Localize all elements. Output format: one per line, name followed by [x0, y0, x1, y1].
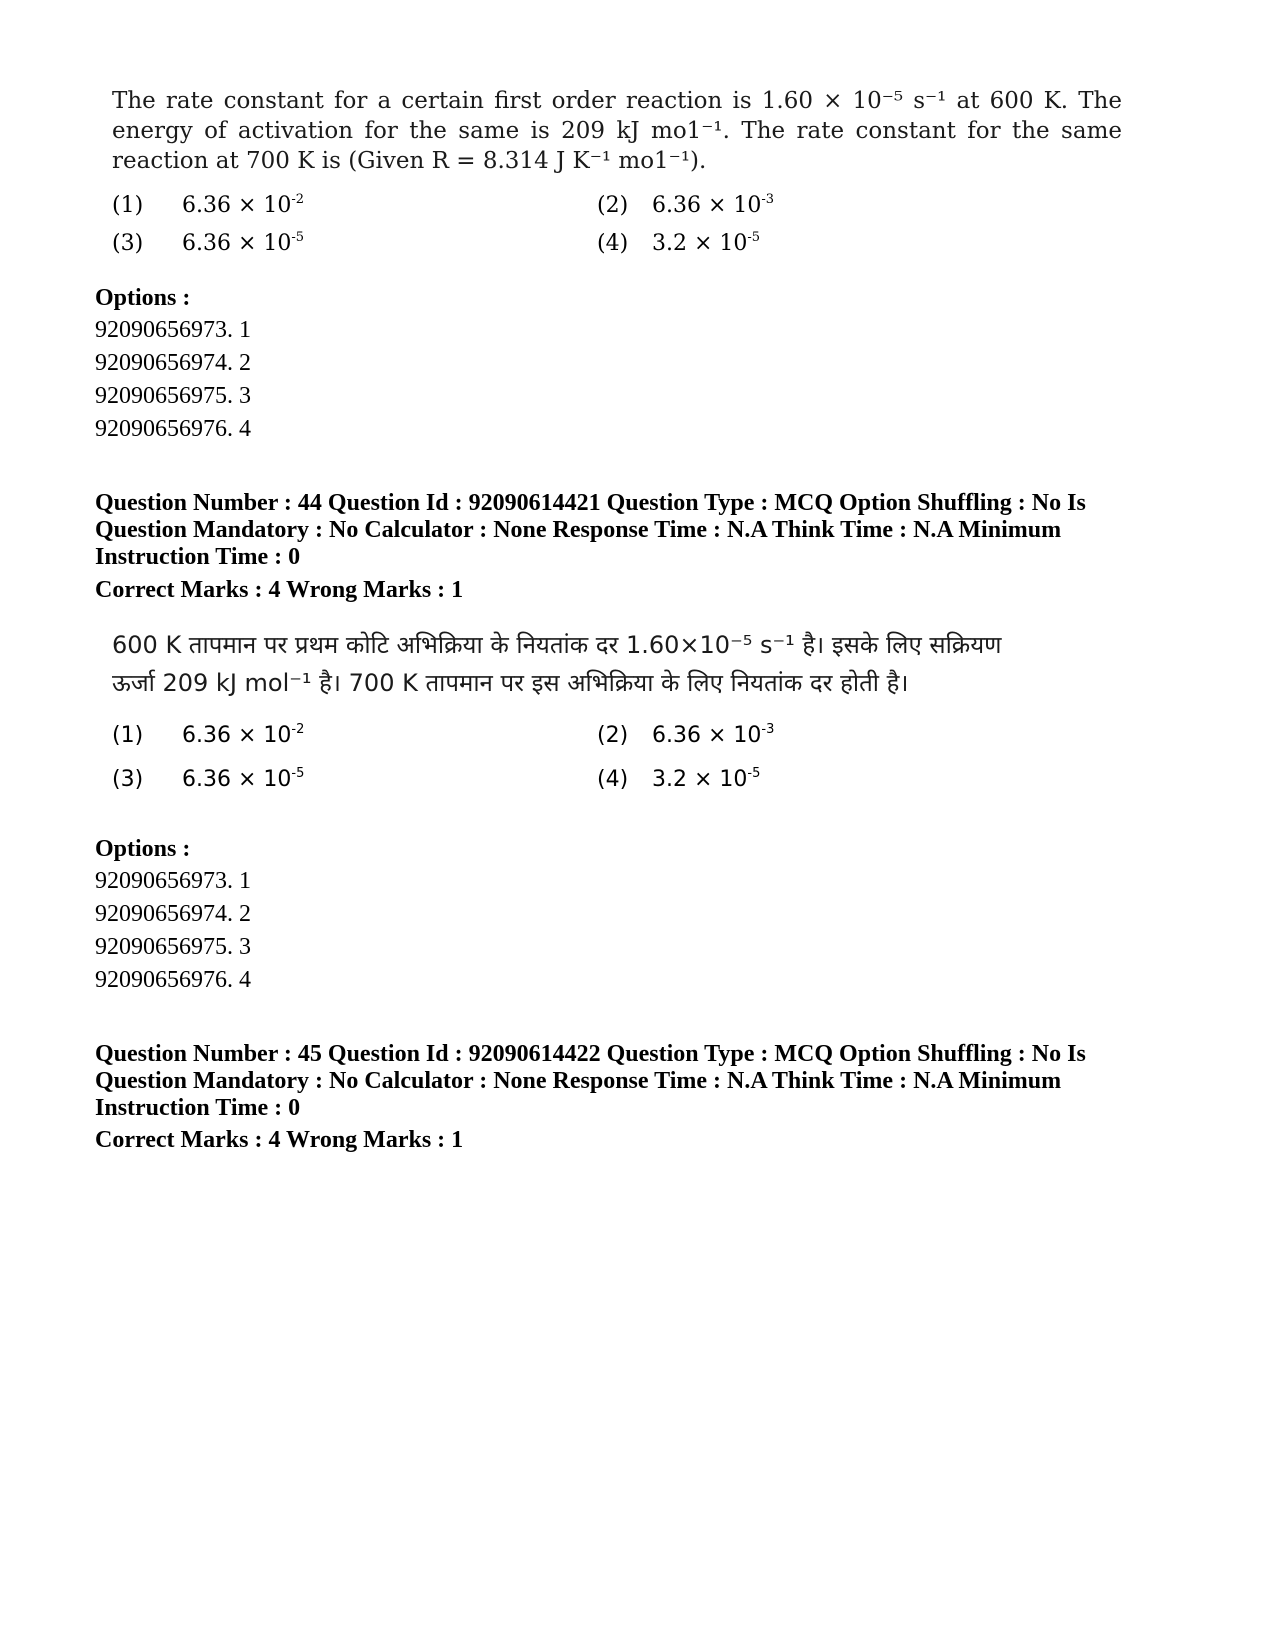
options-section [95, 285, 251, 446]
option-item: 92090656976. 4 [95, 967, 251, 993]
answer-choices-english [112, 193, 872, 269]
choice-2: (2) $6.36 \times 10^{-3}$ [597, 192, 775, 218]
choice-3: (3) $6.36 \times 10^{-5}$ [112, 230, 305, 256]
marks-line: Correct Marks : 4 Wrong Marks : 1 [95, 577, 464, 603]
choice-row [112, 767, 872, 805]
marks-line: Correct Marks : 4 Wrong Marks : 1 [95, 1127, 464, 1153]
question-text-english [112, 86, 1122, 176]
question-text-hindi [112, 626, 1122, 702]
options-section [95, 836, 251, 997]
option-item: 92090656975. 3 [95, 934, 251, 960]
question-meta: Question Number : 45 Question Id : 92090614422 Question Type : MCQ Option Shuffling : No Is Question Mandatory : No Calculator : None Response Time : N.A Think Time : N.A Minimum Instruction Time : 0 [95, 1041, 1086, 1121]
option-item: 92090656975. 3 [95, 383, 251, 409]
option-item: 92090656974. 2 [95, 350, 251, 376]
question-meta: Question Number : 44 Question Id : 92090614421 Question Type : MCQ Option Shuffling : No Is Question Mandatory : No Calculator : None Response Time : N.A Think Time : N.A Minimum Instruction Time : 0 [95, 490, 1086, 570]
options-heading: Options : [95, 285, 191, 311]
options-list [95, 314, 251, 446]
choice-row [112, 723, 872, 767]
question-body-line2: ऊर्जा 209 kJ mol⁻¹ है। 700 K तापमान पर इस अभिक्रिया के लिए नियतांक दर होती है। [112, 669, 909, 697]
choice-1: (1) $6.36 \times 10^{-2}$ [112, 722, 305, 748]
choice-3: (3) $6.36 \times 10^{-5}$ [112, 766, 305, 792]
choice-4: (4) $3.2 \times 10^{-5}$ [597, 766, 761, 792]
option-item: 92090656974. 2 [95, 901, 251, 927]
answer-choices-hindi [112, 723, 872, 805]
choice-2: (2) $6.36 \times 10^{-3}$ [597, 722, 775, 748]
choice-row [112, 193, 872, 231]
question-body: The rate constant for a certain first order reaction is 1.60 × 10⁻⁵ s⁻¹ at 600 K. The energy of activation for the same is 209 kJ mo1⁻¹. The rate constant for the same reaction at 700 K is (Given R = 8.314 J K⁻¹ mo1⁻¹). [112, 88, 1122, 174]
option-item: 92090656973. 1 [95, 868, 251, 894]
options-list [95, 865, 251, 997]
options-heading: Options : [95, 836, 191, 862]
option-item: 92090656976. 4 [95, 416, 251, 442]
choice-4: (4) $3.2 \times 10^{-5}$ [597, 230, 761, 256]
choice-1: (1) $6.36 \times 10^{-2}$ [112, 192, 305, 218]
choice-row [112, 231, 872, 269]
option-item: 92090656973. 1 [95, 317, 251, 343]
question-body-line1: 600 K तापमान पर प्रथम कोटि अभिक्रिया के नियतांक दर 1.60×10⁻⁵ s⁻¹ है। इसके लिए सक्रियण [112, 631, 1002, 659]
